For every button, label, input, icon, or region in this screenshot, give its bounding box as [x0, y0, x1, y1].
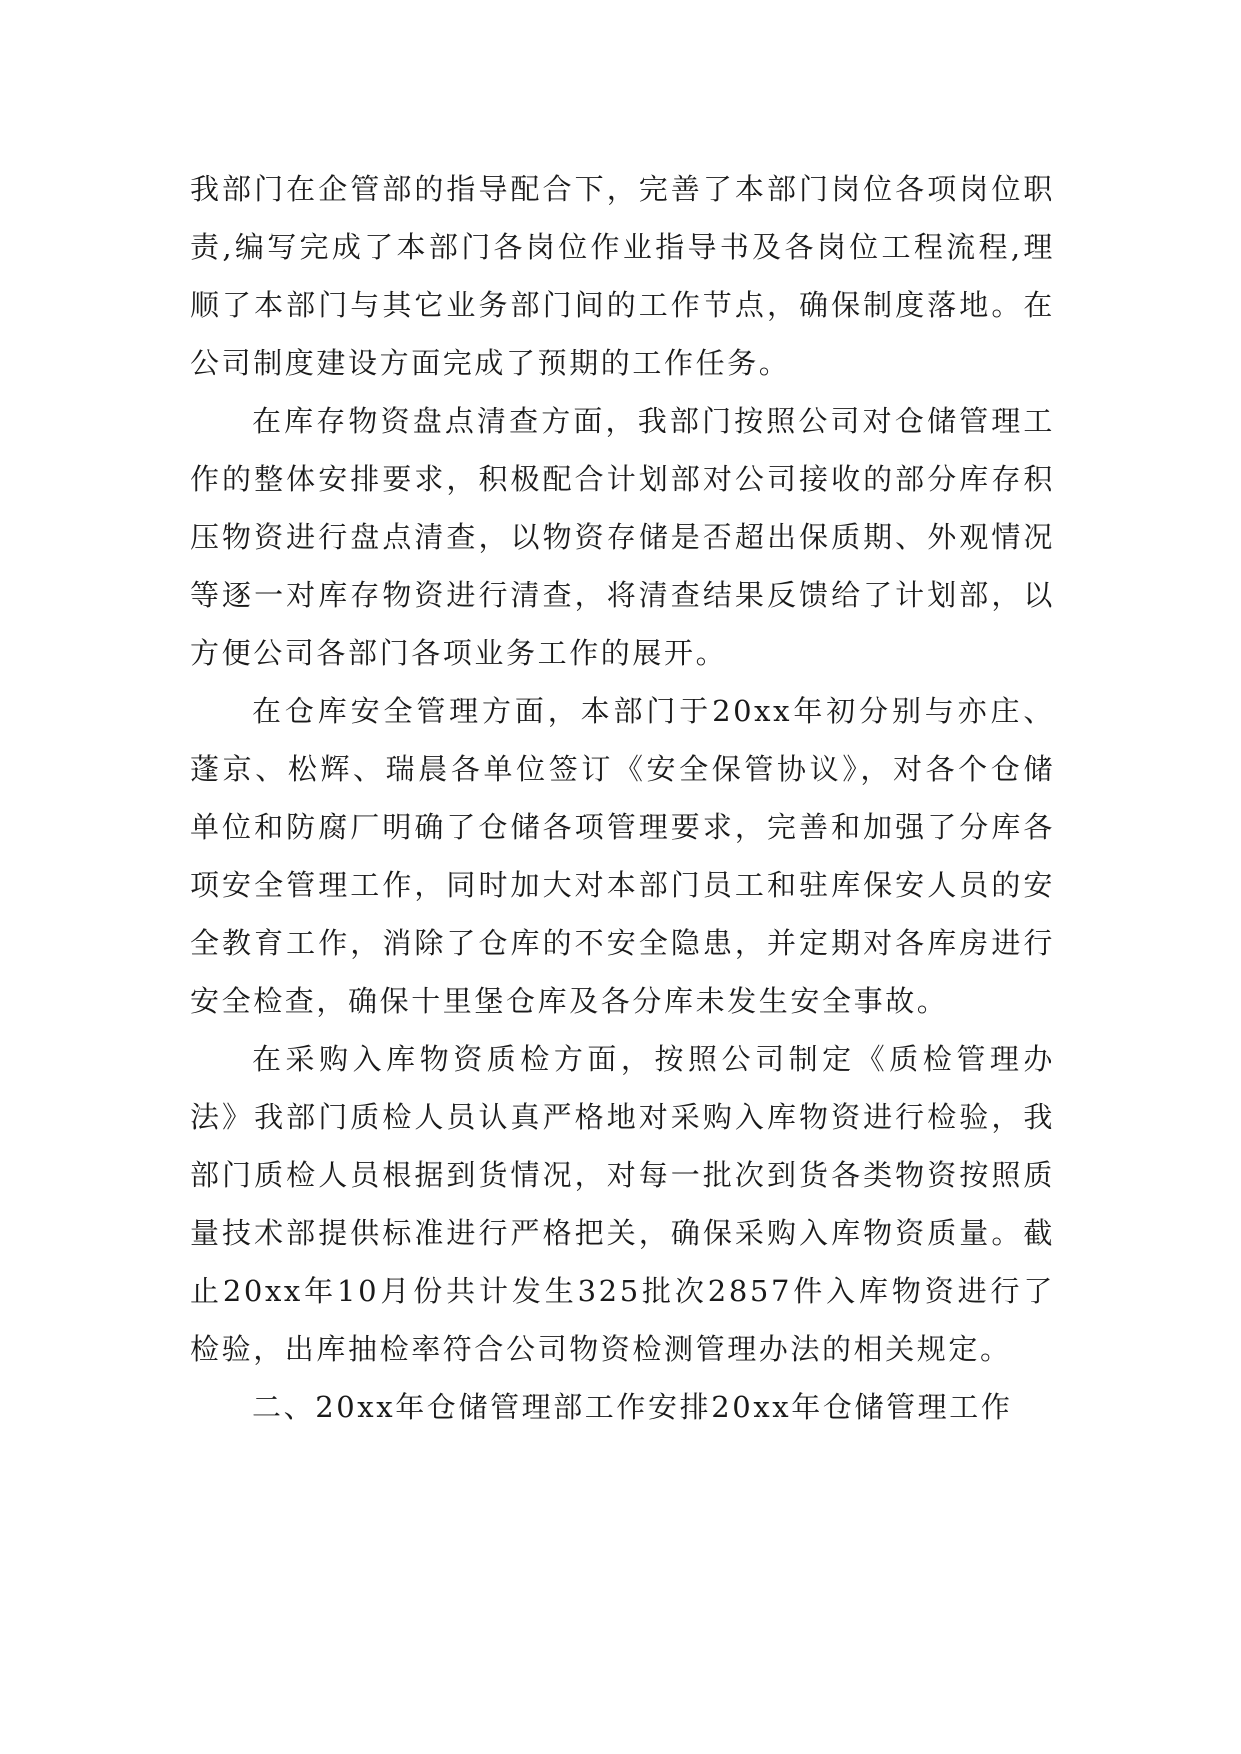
paragraph-work-plan-heading: 二、20xx年仓储管理部工作安排20xx年仓储管理工作: [252, 1390, 1013, 1424]
paragraph-system-building: 我部门在企管部的指导配合下，完善了本部门岗位各项岗位职责,编写完成了本部门各岗位作业指导书及各岗位工程流程,理顺了本部门与其它业务部门间的工作节点，确保制度落地。在公司制度建设方面完成了预期的工作任务。: [190, 172, 1055, 380]
paragraph-quality-inspection: 在采购入库物资质检方面，按照公司制定《质检管理办法》我部门质检人员认真严格地对采购入库物资进行检验，我部门质检人员根据到货情况，对每一批次到货各类物资按照质量技术部提供标准进行严格把关，确保采购入库物资质量。截止20xx年10月份共计发生325批次2857件入库物资进行了检验，出库抽检率符合公司物资检测管理办法的相关规定。: [190, 1042, 1055, 1366]
paragraph-inventory-check: 在库存物资盘点清查方面，我部门按照公司对仓储管理工作的整体安排要求，积极配合计划部对公司接收的部分库存积压物资进行盘点清查，以物资存储是否超出保质期、外观情况等逐一对库存物资进行清查，将清查结果反馈给了计划部，以方便公司各部门各项业务工作的展开。: [190, 404, 1055, 670]
paragraph-warehouse-safety: 在仓库安全管理方面，本部门于20xx年初分别与亦庄、蓬京、松辉、瑞晨各单位签订《安全保管协议》，对各个仓储单位和防腐厂明确了仓储各项管理要求，完善和加强了分库各项安全管理工作，同时加大对本部门员工和驻库保安人员的安全教育工作，消除了仓库的不安全隐患，并定期对各库房进行安全检查，确保十里堡仓库及各分库未发生安全事故。: [190, 694, 1055, 1018]
document-body: [190, 160, 1055, 1436]
